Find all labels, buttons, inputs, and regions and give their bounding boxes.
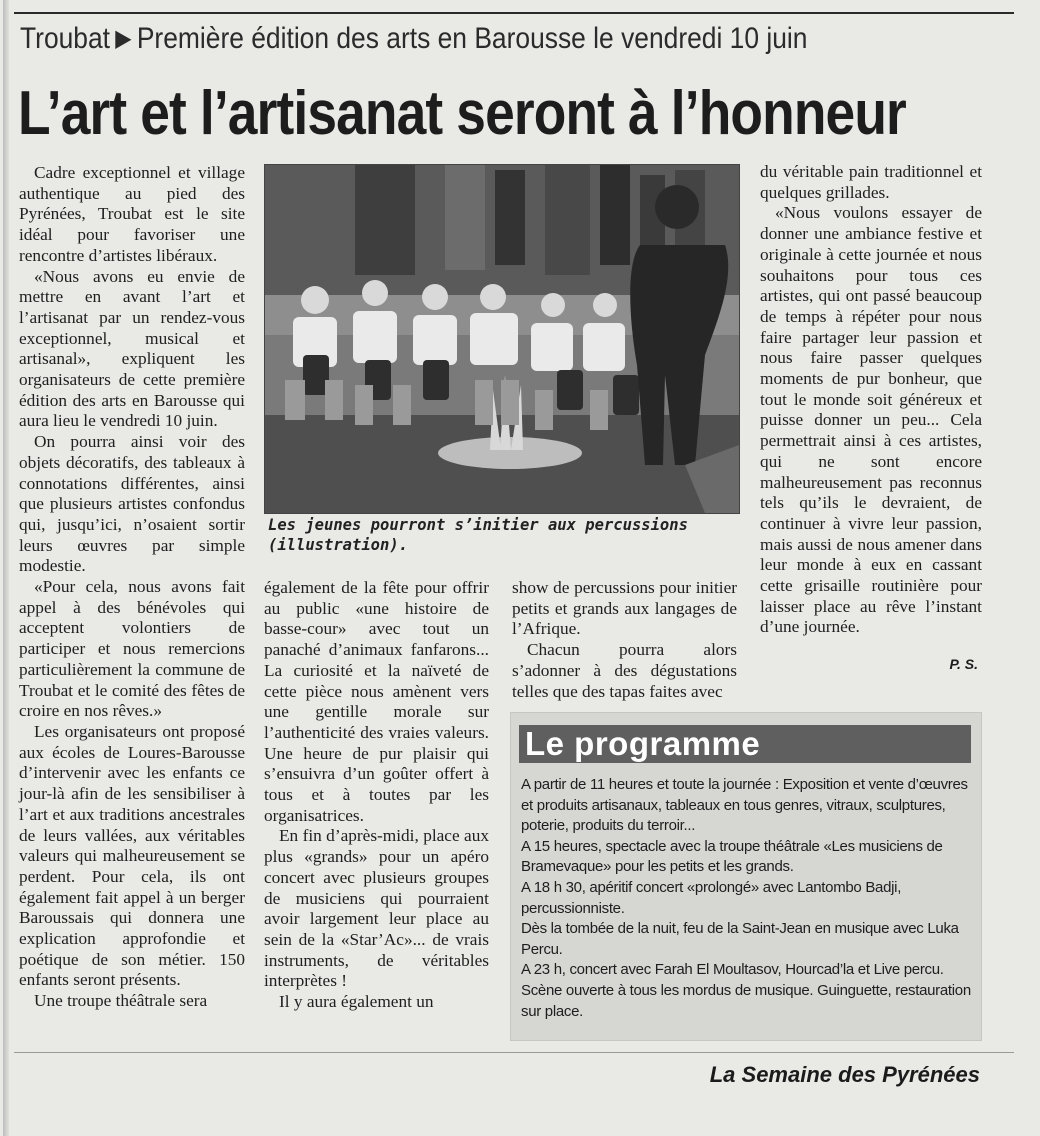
scan-edge	[3, 0, 9, 1136]
programme-item: A 23 h, concert avec Farah El Moultasov, Hourcad’la et Live percu. Scène ouverte à tous les mordus de musique. Guinguette, restauration sur place.	[521, 961, 971, 1020]
programme-title: Le programme	[519, 725, 971, 763]
paragraph: Une troupe théâtrale sera	[34, 991, 208, 1011]
paragraph: Cadre exceptionnel et village authentique au pied des Pyrénées, Troubat est le site idéal pour favoriser une rencontre d’artistes libéraux.	[19, 163, 245, 265]
paragraph: On pourra ainsi voir des objets décoratifs, des tableaux à connotations différentes, ainsi que plusieurs artistes confondus qui, jusqu’ici, n’osaient sortir leurs œuvres par simple modestie.	[19, 432, 245, 576]
drummers-photo-illustration	[265, 165, 739, 513]
kicker-location: Troubat	[20, 22, 111, 55]
paragraph: Les organisateurs ont proposé aux écoles de Loures-Barousse d’intervenir avec les enfants ce jour-là afin de les sensibiliser à l’art et aux traditions ancestrales de leurs vallées, aux véritables valeurs qui malheureusement se perdent. Pour cela, ils ont également fait appel à un berger Baroussais qui donnera une explication approfondie et poétique de son métier. 150 enfants seront présents.	[19, 721, 245, 990]
article-column-3	[512, 578, 737, 701]
paragraph: du véritable pain traditionnel et quelques grillades.	[760, 162, 982, 202]
programme-item: A 15 heures, spectacle avec la troupe théâtrale «Les musiciens de Bramevaque» pour les petits et les grands.	[521, 837, 943, 876]
arrow-right-icon: ▶	[115, 25, 132, 52]
paragraph: Il y aura également un	[279, 992, 434, 1012]
paragraph: show de percussions pour initier petits et grands aux langages de l’Afrique.	[512, 578, 737, 639]
author-signature: P. S.	[949, 656, 978, 672]
programme-item: A 18 h 30, apéritif concert «prolongé» avec Lantombo Badji, percussionniste.	[521, 878, 902, 917]
kicker-headline	[20, 22, 900, 56]
programme-list	[521, 775, 976, 1022]
paragraph: également de la fête pour offrir au public «une histoire de basse-cour» avec tout un panaché d’animaux fanfarons... La curiosité et la naïveté de cette pièce nous amènent vers une gentille morale sur l’authenticité des vraies valeurs. Une heure de pur plaisir qui s’ensuivra d’un goûter offert à tous et à toutes par les organisatrices.	[264, 578, 489, 825]
paragraph: «Nous avons eu envie de mettre en avant l’art et l’artisanat par un rendez-vous exceptionnel, musical et artisanal», expliquent les organisateurs de cette première édition des arts en Barousse qui aura lieu le vendredi 10 juin.	[19, 266, 245, 431]
paragraph: «Pour cela, nous avons fait appel à des bénévoles qui acceptent volontiers de participer et nous remercions particulièrement la commune de Troubat et le comité des fêtes de croire en nos rêves.»	[19, 577, 245, 721]
paragraph: En fin d’après-midi, place aux plus «grands» pour un apéro concert avec plusieurs groupes de musiciens qui pourraient avoir largement leur place au sein de la «Star’Ac»... de vrais instruments, de véritables interprètes !	[264, 826, 489, 991]
kicker-subtitle: Première édition des arts en Barousse le vendredi 10 juin	[136, 22, 808, 55]
page-title: L’art et l’artisanat seront à l’honneur	[18, 79, 906, 148]
publication-source: La Semaine des Pyrénées	[709, 1062, 980, 1087]
programme-item: Dès la tombée de la nuit, feu de la Saint-Jean en musique avec Luka Percu.	[521, 920, 959, 958]
article-photo	[264, 164, 740, 514]
programme-item: A partir de 11 heures et toute la journée : Exposition et vente d’œuvres et produits artisanaux, tableaux en tous genres, vitraux, sculptures, poterie, produits du terroir...	[521, 776, 968, 835]
programme-box	[510, 712, 982, 1041]
photo-caption: Les jeunes pourront s’initier aux percussions (illustration).	[268, 516, 688, 554]
top-rule	[14, 12, 1014, 14]
article-column-1	[19, 163, 245, 1033]
bottom-rule	[14, 1052, 1014, 1053]
article-column-4	[760, 162, 982, 662]
article-column-2	[264, 578, 489, 1028]
paragraph: Chacun pourra alors s’adonner à des dégustations telles que des tapas faites avec	[512, 640, 737, 701]
paragraph: «Nous voulons essayer de donner une ambiance festive et originale à cette journée et nous souhaitons pour tous ces artistes, qui ont passé beaucoup de temps à répéter pour nous faire partager leur passion et nous faire passer quelques moments de pur bonheur, que tout le monde soit généreux et puisse donner un peu... Cela permettrait ainsi à ces artistes, qui ne sont encore malheureusement pas reconnus tels qu’ils le devraient, de continuer à vivre leur passion, mais aussi de nous amener dans leur monde à eux en cassant cette grisaille routinière pour laisser place au rêve l’instant d’une journée.	[760, 203, 982, 637]
